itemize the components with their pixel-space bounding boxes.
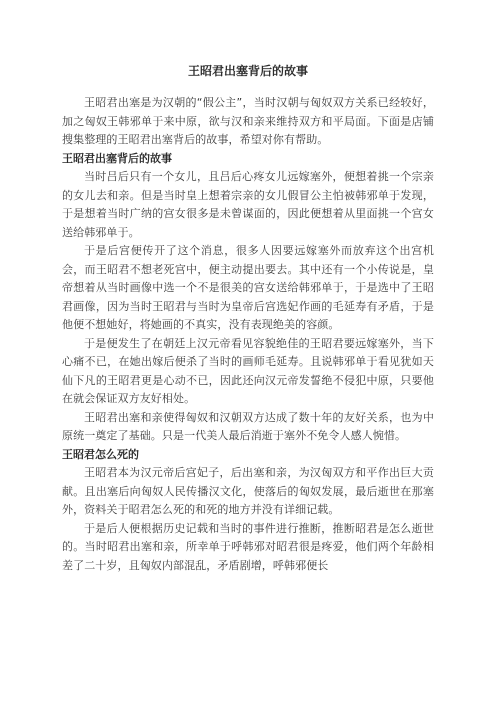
story-paragraph-4: 王昭君出塞和亲使得匈奴和汉朝双方达成了数十年的友好关系，也为中原统一奠定了基础。只是一代美人最后消逝于塞外不免令人感人惋惜。 — [62, 410, 434, 442]
document-page — [62, 0, 434, 575]
story-paragraph-2: 于是后宫便传开了这个消息，很多人因要远嫁塞外而放弃这个出宫机会，而王昭君不想老死宫中，便主动提出要去。其中还有一个小传说是，皇帝想着从当时画像中选一个不是很美的宫女送给韩邪单于，于是选中了王昭君画像，因为当时王昭君与当时为皇帝后宫选妃作画的毛延寿有矛盾，于是他便不想她好，将她画的不真实，没有表现绝美的容颜。 — [62, 244, 434, 331]
document-body — [62, 94, 434, 575]
section-heading-story: 王昭君出塞背后的故事 — [62, 151, 172, 165]
intro-paragraph: 王昭君出塞是为汉朝的“假公主”，当时汉朝与匈奴双方关系已经较好，加之匈奴王韩邪单于来中原，欲与汉和亲来维持双方和平局面。下面是店铺搜集整理的王昭君出塞背后的故事，希望对你有帮助。 — [62, 96, 434, 146]
death-paragraph-1: 王昭君本为汉元帝后宫妃子，后出塞和亲，为汉匈双方和平作出巨大贡献。且出塞后向匈奴人民传播汉文化，使落后的匈奴发展，最后逝世在那塞外，资料关于昭君怎么死的和死的地方并没有详细记载。 — [62, 466, 434, 516]
section-heading-death: 王昭君怎么死的 — [62, 447, 139, 461]
story-paragraph-3: 于是便发生了在朝廷上汉元帝看见容貌绝佳的王昭君要远嫁塞外，当下心痛不已，在她出嫁后便杀了当时的画师毛延寿。且说韩邪单于看见犹如天仙下凡的王昭君更是心动不已，因此还向汉元帝发誓绝不侵犯中原，只要他在就会保证双方友好相处。 — [62, 336, 434, 405]
document-title: 王昭君出塞背后的故事 — [187, 64, 308, 78]
story-paragraph-1: 当时吕后只有一个女儿，且吕后心疼女儿远嫁塞外，便想着挑一个宗亲的女儿去和亲。但是当时皇上想着宗亲的女儿假冒公主怕被韩邪单于发现，于是想着当时广纳的宫女很多是未曾谋面的，因此便想着从里面挑一个宫女送给韩邪单于。 — [62, 170, 434, 239]
death-paragraph-2: 于是后人便根据历史记载和当时的事件进行推断，推断昭君是怎么逝世的。当时昭君出塞和亲，所幸单于呼韩邪对昭君很是疼爱，他们两个年龄相差了二十岁，且匈奴内部混乱，矛盾剧增，呼韩邪便长 — [62, 521, 434, 572]
